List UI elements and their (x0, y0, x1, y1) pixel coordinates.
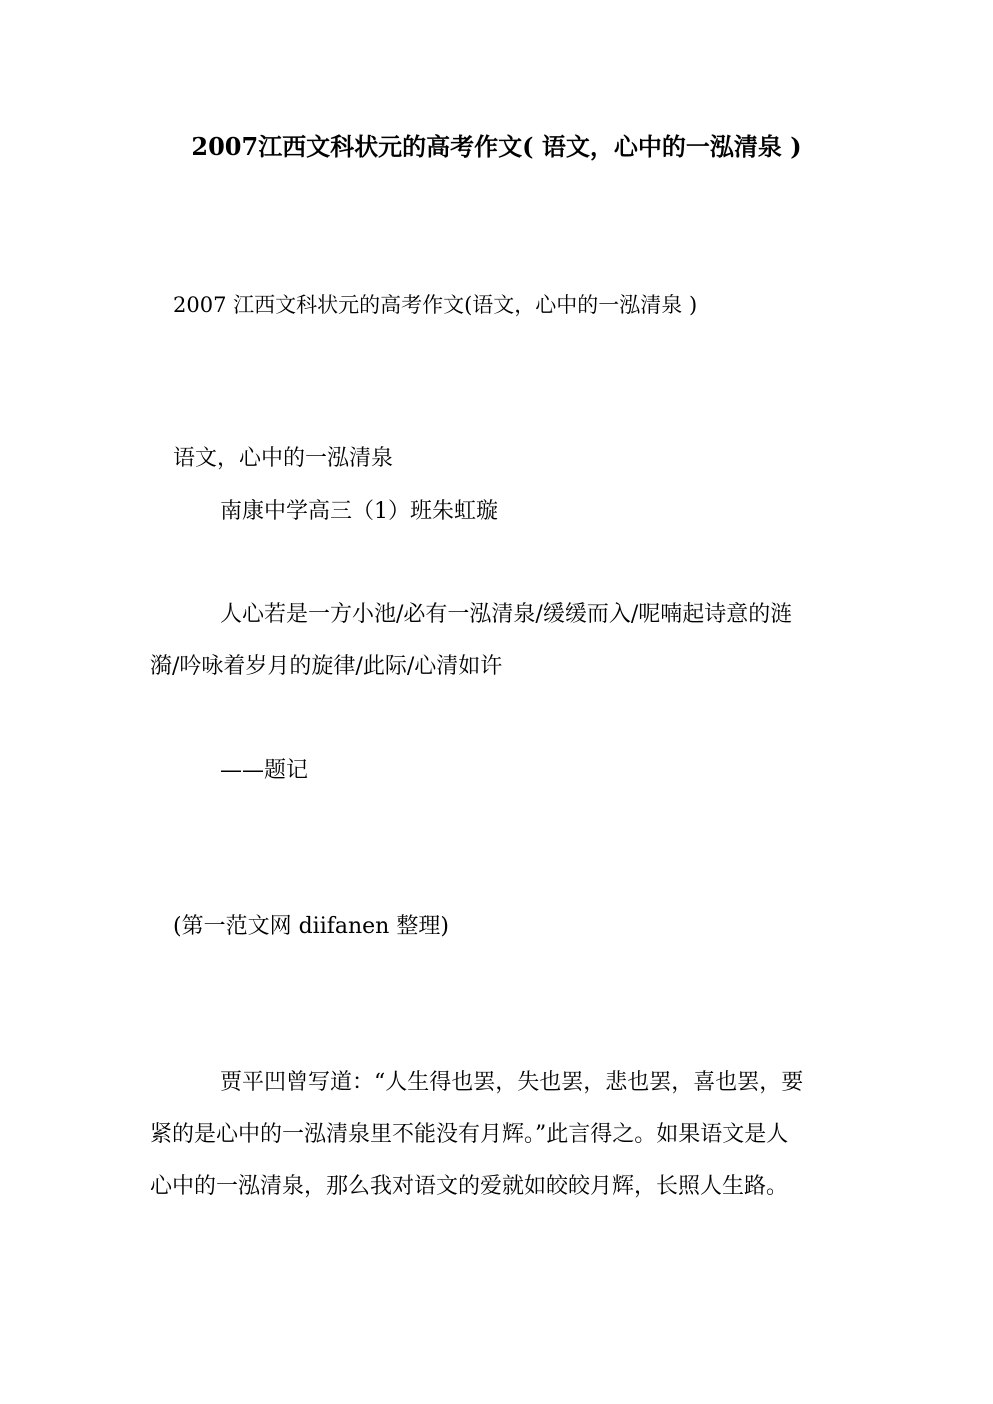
body-paragraph-line-2: 紧的是心中的一泓清泉里不能没有月辉。”此言得之。如果语文是人 (150, 1122, 789, 1147)
epigraph-inscription: ——题记 (220, 758, 309, 783)
epigraph-line-1: 人心若是一方小池/必有一泓清泉/缓缓而入/呢喃起诗意的涟 (220, 602, 793, 627)
essay-heading: 语文，心中的一泓清泉 (173, 446, 394, 471)
document-subtitle: 2007 江西文科状元的高考作文(语文，心中的一泓清泉 ) (173, 293, 698, 317)
body-paragraph-line-3: 心中的一泓清泉，那么我对语文的爱就如皎皎月辉，长照人生路。 (150, 1174, 789, 1199)
essay-author: 南康中学高三（1）班朱虹璇 (220, 499, 498, 524)
document-title: 2007江西文科状元的高考作文( 语文，心中的一泓清泉 ) (191, 132, 802, 161)
source-note: (第一范文网 diifanen 整理) (173, 914, 449, 939)
body-paragraph-line-1: 贾平凹曾写道：“人生得也罢，失也罢，悲也罢，喜也罢，要 (220, 1070, 804, 1095)
epigraph-line-2: 漪/吟咏着岁月的旋律/此际/心清如许 (150, 654, 503, 679)
